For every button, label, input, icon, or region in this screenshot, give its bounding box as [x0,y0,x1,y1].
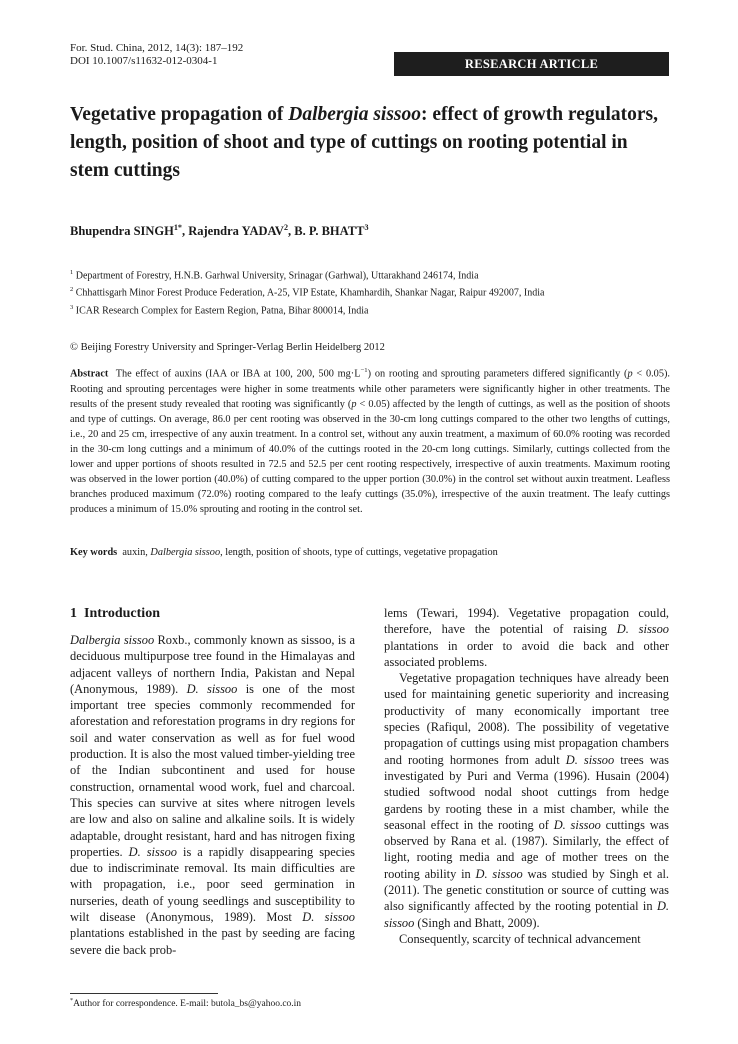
abstract: Abstract The effect of auxins (IAA or IBA at 100, 200, 500 $mg\cdot L^{-1}$) on rooting and sprouting parameters differed significantly (p < 0.05). Rooting and sprouting percentages were higher in some treatments while other parameters were significantly higher in other treatments. The results of the present study revealed that rooting was significantly (p < 0.05) affected by the length of cuttings, as well as the position of shoots and type of cuttings. On average, 86.0 per cent rooting was observed in the 30-cm long cuttings compared to the other two lengths of cuttings, i.e., 20 and 25 cm, irrespective of any auxin treatment. In a control set, without any auxin treatment, a maximum of 60.0% rooting was recorded in the 30-cm long cuttings and a minimum of 40.0% of the cuttings rooted in the 20-cm long cuttings. Similarly, cuttings collected from the lower and upper portions of shoots resulted in 72.5 and 52.5 per cent rooting respectively, irrespective of auxin treatments. Maximum rooting was observed in the lower portion (40.0%) of cutting compared to the upper portion (30.0%) in the control set without auxin treatment. Leafless branches produced maximum (72.0%) rooting compared to the leafy cuttings (35.0%), irrespective of the auxin treatment. The leafy cuttings produces a minimum of 15.0% sprouting and rooting in the control set. [70,367,670,516]
author-3: B. P. BHATT [294,224,365,239]
doi: DOI 10.1007/s11632-012-0304-1 [70,55,218,67]
affiliations [70,266,670,318]
affiliation-1: $^1$ Department of Forestry, H.N.B. Garhwal University, Srinagar (Garhwal), Uttarakhand 246174, India [70,269,479,282]
keywords-label: Key words [70,547,118,558]
author-2: Rajendra YADAV [188,224,284,239]
affiliation-3: $^3$ ICAR Research Complex for Eastern Region, Patna, Bihar 800014, India [70,303,369,316]
abstract-label: Abstract [70,368,109,380]
author-1: Bhupendra SINGH [70,224,174,239]
paper-title: Vegetative propagation of Dalbergia sissoo: effect of growth regulators, length, position of shoot and type of cuttings on rooting potential in stem cuttings [70,104,659,181]
intro-paragraph-2: Vegetative propagation techniques have already been used for maintaining genetic superiority and increasing productivity of many economically important tree species (Rafiqul, 2008). The possibility of vegetative propagation of cuttings using mist propagation chambers and rooting hormones from adult D. sissoo trees was investigated by Puri and Verma (1996). Husain (2004) studied softwood nodal shoot cuttings from hedge gardens by rooting these in a mist chamber, while the seasonal effect in the rooting of D. sissoo cuttings was observed by Rana et al. (1987). Similarly, the effect of light, rooting media and age of mother trees on the rooting ability in D. sissoo was studied by Singh et al. (2011). The genetic constitution or source of cutting was also significantly affected by the rooting potential in D. sissoo (Singh and Bhatt, 2009). [384,671,669,930]
article-type-label: RESEARCH ARTICLE [464,56,599,71]
keywords: Key words auxin, Dalbergia sissoo, length, position of shoots, type of cuttings, vegetative propagation [70,547,498,558]
body-column-left [70,605,355,958]
copyright-line: © Beijing Forestry University and Springer-Verlag Berlin Heidelberg 2012 [70,342,385,353]
author-list: Bhupendra $SINGH^{1*}$, Rajendra YADAV$^2$, B. P. BHATT$^3$ [70,223,369,239]
journal-meta [70,42,243,68]
title-species: Dalbergia sissoo [288,104,422,125]
journal-citation: For. Stud. China, 2012, 14(3): 187–192 [70,42,244,54]
intro-paragraph-3: Consequently, scarcity of technical advancement [399,931,641,946]
footnote-rule [70,993,218,994]
intro-paragraph-1: Dalbergia sissoo Roxb., commonly known as sissoo, is a deciduous multipurpose tree found in the Himalayas and adjacent valleys of northern India, Pakistan and Nepal (Anonymous, 1989). D. sissoo is one of the most important tree species commonly recommended for aforestation and reforestation programs in dry regions for soil and water conservation as well as for fuel wood production. It is also the most valued timber-yielding tree of the Indian subcontinent and used for house construction, ornamental wood work, fuel and charcoal. This species can survive at sites where nitrogen levels are low and also on saline and alkaline soils. It is widely adaptable, drought resistant, hard and has nitrogen fixing properties. D. sissoo is a rapidly disappearing species due to indiscriminate removal. Its main difficulties are with propagation, i.e., poor seed germination in nurseries, death of young seedlings and susceptibility to wilt disease (Anonymous, 1989). Most D. sissoo plantations established in the past by seeding are facing severe die back prob- [70,633,356,957]
affiliation-2: $^2$ Chhattisgarh Minor Forest Produce Federation, A-25, VIP Estate, Khamhardih, Shankar Nagar, Raipur 492007, India [70,286,545,299]
footnote: *Author for correspondence. E-mail: butola_bs@yahoo.co.in [70,998,302,1010]
intro-paragraph-1-cont: lems (Tewari, 1994). Vegetative propagation could, therefore, have the potential of raising D. sissoo plantations in order to avoid die back and other associated problems. [384,606,669,669]
article-type-banner [394,52,669,76]
body-column-right [384,605,669,947]
section-heading-introduction: 1 Introduction [70,606,160,621]
footnote-text: Author for correspondence. E-mail: butola_bs@yahoo.co.in [73,999,302,1010]
